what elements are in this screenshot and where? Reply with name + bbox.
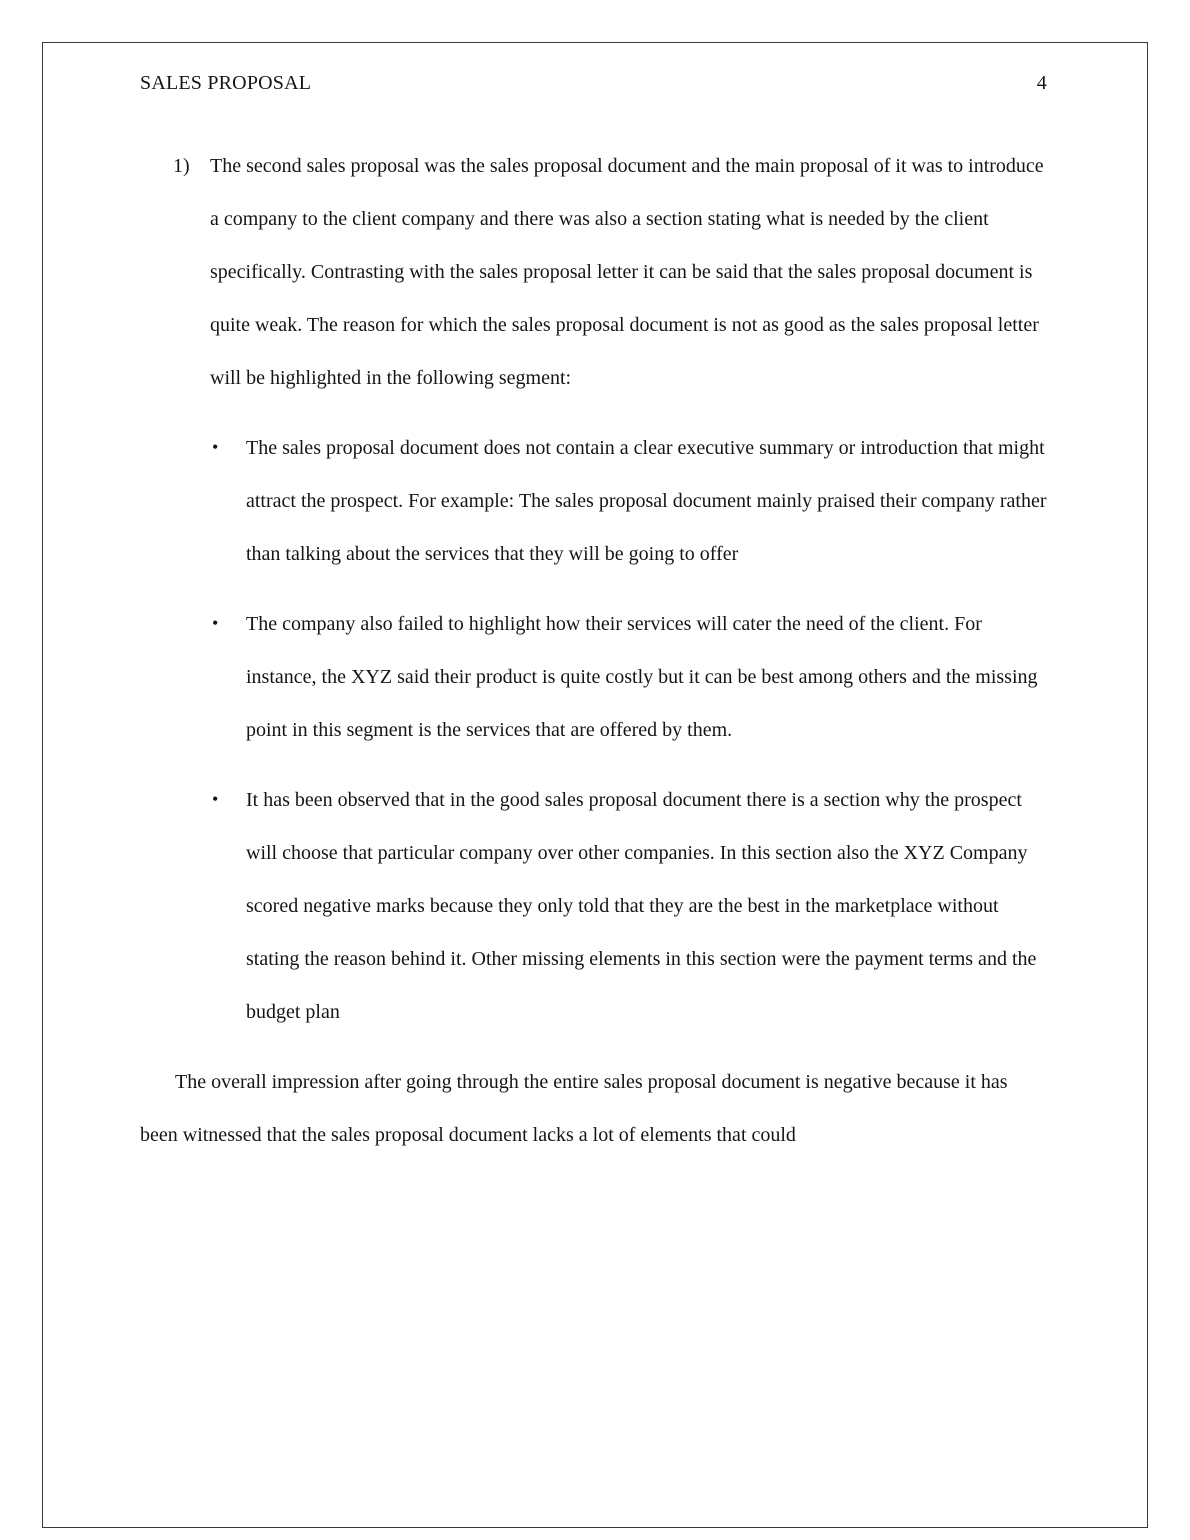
document-body	[140, 140, 1048, 1162]
page-header	[140, 72, 1047, 95]
bullet-text: The company also failed to highlight how their services will cater the need of the client. For instance, the XYZ said their product is quite costly but it can be best among others and the missing point in this segment is the services that are offered by them.	[246, 613, 1038, 741]
bullet-icon: •	[212, 789, 219, 809]
bullet-item	[140, 422, 1048, 581]
list-number: 1)	[173, 155, 190, 177]
bullet-item	[140, 598, 1048, 757]
numbered-paragraph-text: The second sales proposal was the sales proposal document and the main proposal of it was to introduce a company to the client company and there was also a section stating what is needed by the client specifically. Contrasting with the sales proposal letter it can be said that the sales proposal document is quite weak. The reason for which the sales proposal document is not as good as the sales proposal letter will be highlighted in the following segment:	[210, 155, 1044, 389]
running-head-title: SALES PROPOSAL	[140, 72, 312, 94]
bullet-item	[140, 774, 1048, 1039]
page-number: 4	[1036, 72, 1047, 94]
bullet-icon: •	[212, 613, 219, 633]
bullet-icon: •	[212, 437, 219, 457]
bullet-text: The sales proposal document does not contain a clear executive summary or introduction that might attract the prospect. For example: The sales proposal document mainly praised their company rather than talking about the services that they will be going to offer	[246, 437, 1047, 565]
bullet-text: It has been observed that in the good sales proposal document there is a section why the prospect will choose that particular company over other companies. In this section also the XYZ Company scored negative marks because they only told that they are the best in the marketplace without stating the reason behind it. Other missing elements in this section were the payment terms and the budget plan	[246, 789, 1037, 1023]
numbered-paragraph	[140, 140, 1048, 405]
closing-paragraph: The overall impression after going through the entire sales proposal document is negative because it has been witnessed that the sales proposal document lacks a lot of elements that could	[140, 1071, 1008, 1146]
